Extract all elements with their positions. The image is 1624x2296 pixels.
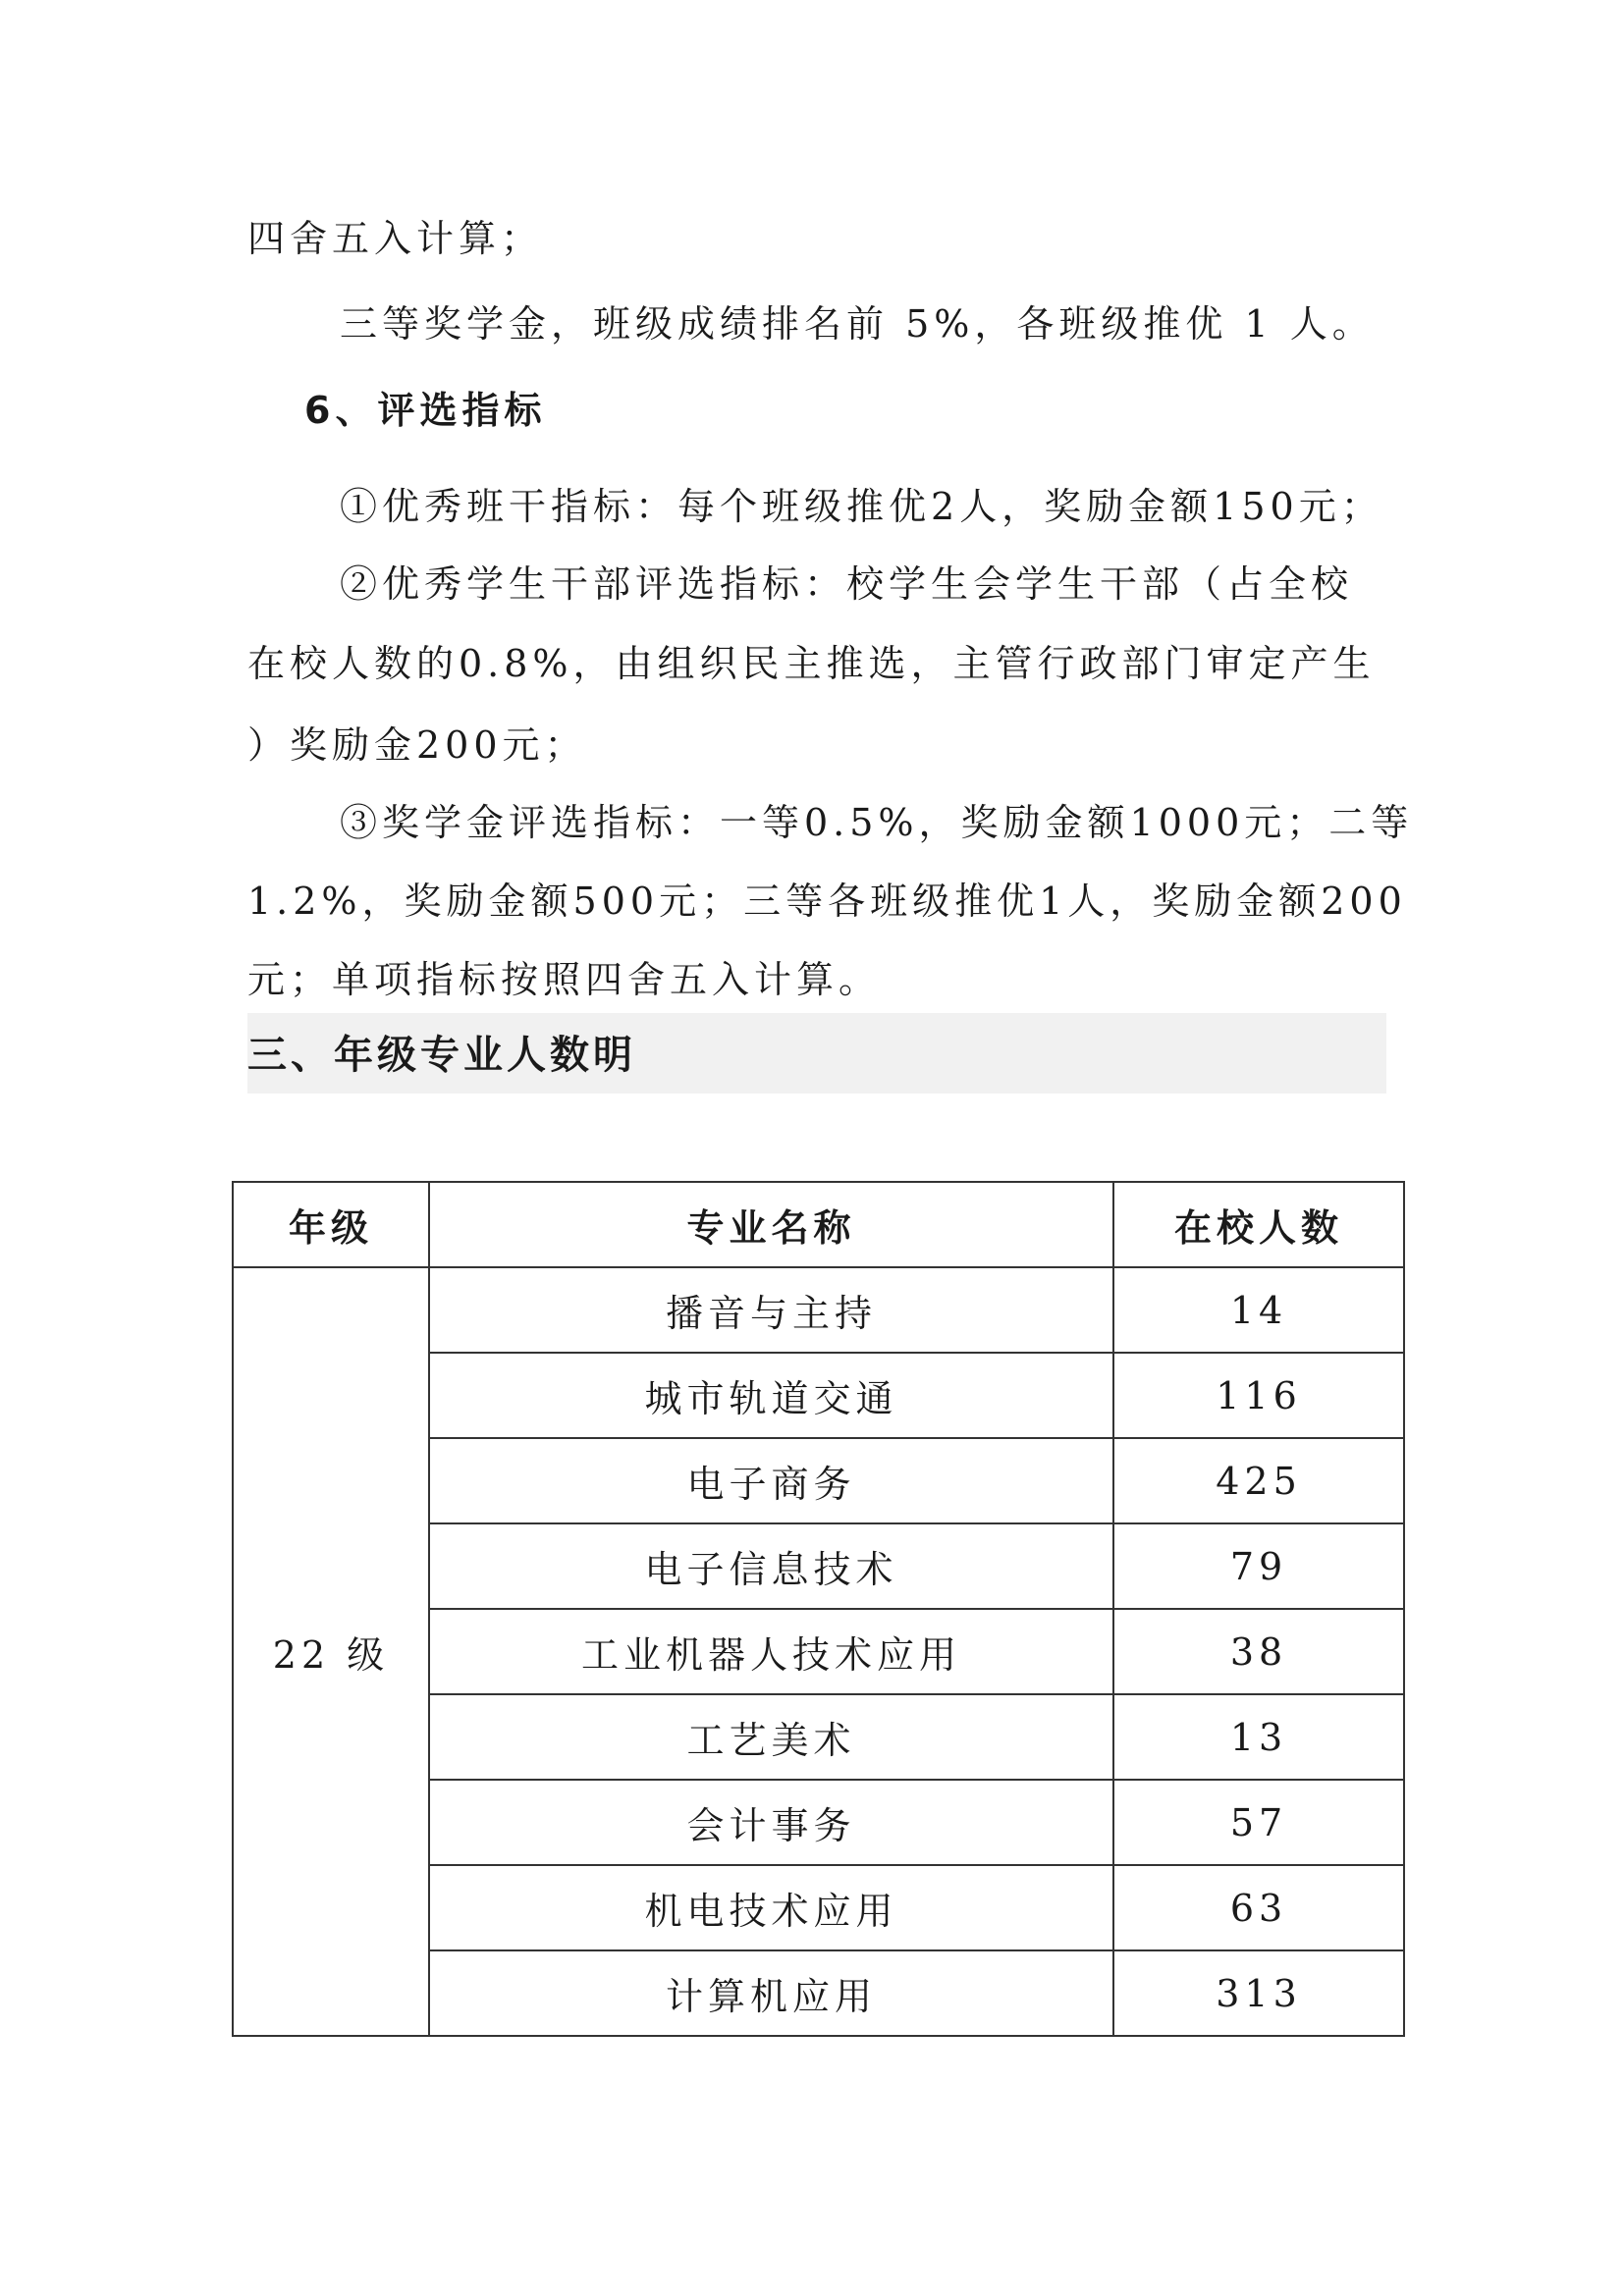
paragraph-line: 在校人数的0.8%，由组织民主推选，主管行政部门审定产生 bbox=[247, 642, 1376, 685]
paragraph-line: 四舍五入计算； bbox=[247, 217, 544, 260]
count-cell: 38 bbox=[1113, 1609, 1404, 1694]
subheading: 6、评选指标 bbox=[304, 389, 547, 432]
header-major: 专业名称 bbox=[429, 1182, 1113, 1267]
header-count: 在校人数 bbox=[1113, 1182, 1404, 1267]
count-cell: 79 bbox=[1113, 1523, 1404, 1609]
paragraph-line: 三等奖学金，班级成绩排名前 5%，各班级推优 1 人。 bbox=[340, 302, 1375, 346]
paragraph-line: ②优秀学生干部评选指标：校学生会学生干部（占全校 bbox=[340, 562, 1354, 606]
count-cell: 425 bbox=[1113, 1438, 1404, 1523]
paragraph-line: 1.2%，奖励金额500元；三等各班级推优1人，奖励金额200 bbox=[247, 880, 1407, 923]
major-cell: 机电技术应用 bbox=[429, 1865, 1113, 1950]
major-cell: 电子信息技术 bbox=[429, 1523, 1113, 1609]
majors-table bbox=[232, 1181, 1405, 2037]
count-cell: 57 bbox=[1113, 1780, 1404, 1865]
count-cell: 63 bbox=[1113, 1865, 1404, 1950]
major-cell: 城市轨道交通 bbox=[429, 1353, 1113, 1438]
paragraph-line: 元；单项指标按照四舍五入计算。 bbox=[247, 958, 882, 1001]
major-cell: 工艺美术 bbox=[429, 1694, 1113, 1780]
table-header-row bbox=[233, 1182, 1404, 1267]
major-cell: 计算机应用 bbox=[429, 1950, 1113, 2036]
count-cell: 116 bbox=[1113, 1353, 1404, 1438]
table-row bbox=[233, 1267, 1404, 1353]
major-cell: 电子商务 bbox=[429, 1438, 1113, 1523]
major-cell: 会计事务 bbox=[429, 1780, 1113, 1865]
paragraph-line: ）奖励金200元； bbox=[247, 723, 587, 767]
paragraph-line: ③奖学金评选指标：一等0.5%，奖励金额1000元；二等 bbox=[340, 801, 1414, 844]
header-grade: 年级 bbox=[233, 1182, 429, 1267]
major-cell: 工业机器人技术应用 bbox=[429, 1609, 1113, 1694]
count-cell: 13 bbox=[1113, 1694, 1404, 1780]
count-cell: 313 bbox=[1113, 1950, 1404, 2036]
grade-cell: 22 级 bbox=[233, 1267, 429, 2036]
paragraph-line: ①优秀班干指标：每个班级推优2人，奖励金额150元； bbox=[340, 485, 1383, 528]
count-cell: 14 bbox=[1113, 1267, 1404, 1353]
section-title: 三、年级专业人数明 bbox=[247, 1033, 636, 1078]
major-cell: 播音与主持 bbox=[429, 1267, 1113, 1353]
